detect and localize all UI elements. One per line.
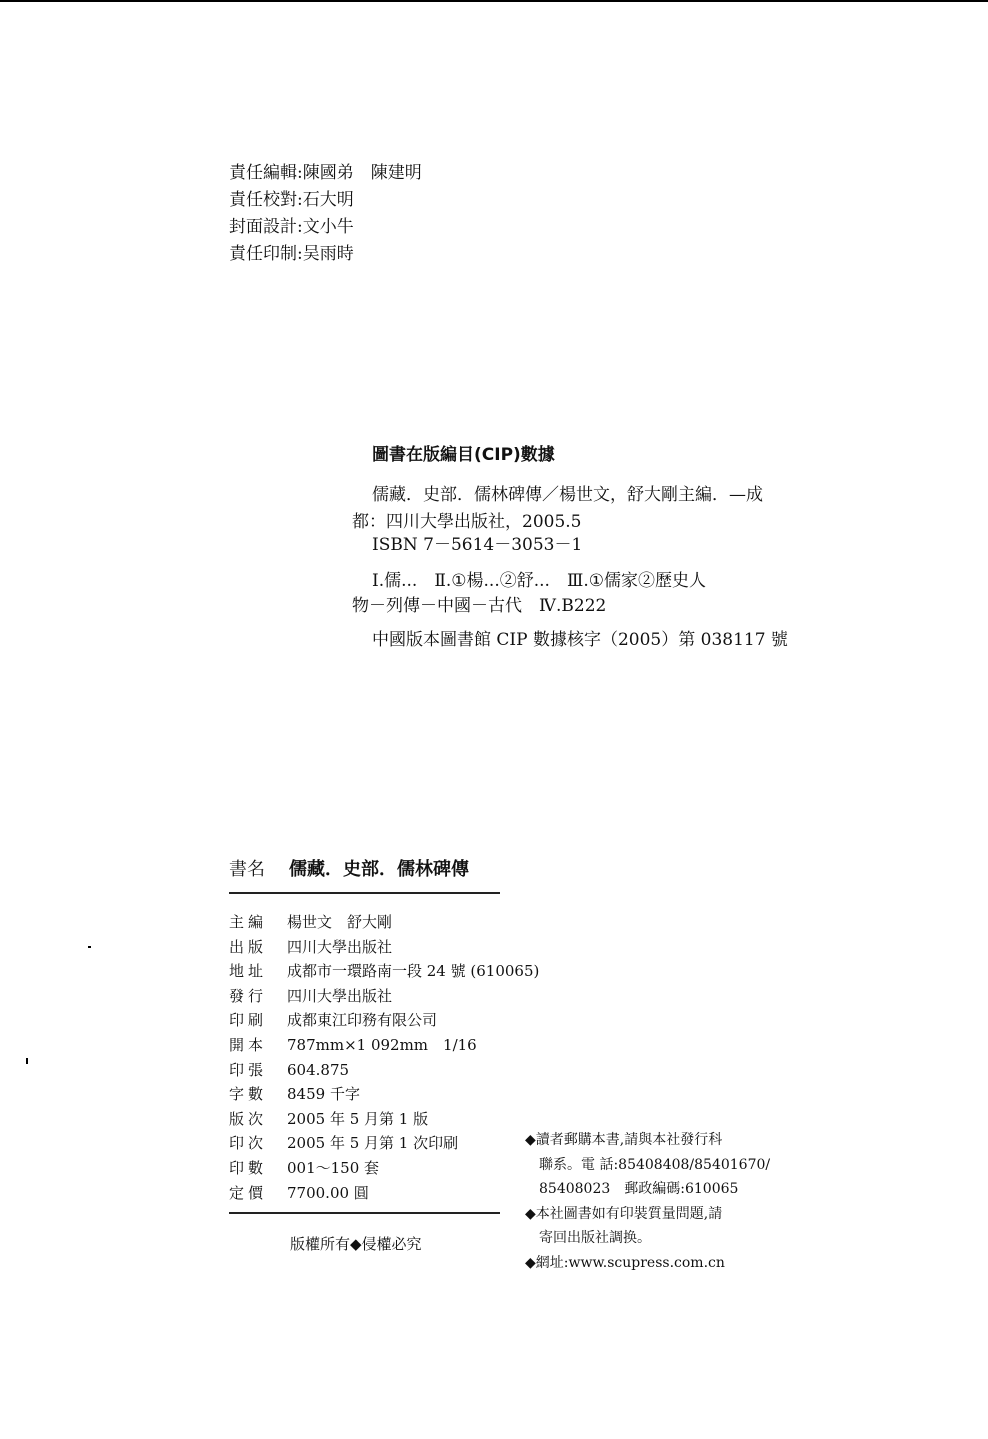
cip-line: 都：四川大學出版社，2005.5 [352, 512, 582, 532]
detail-row: 印刷 成都東江印務有限公司 [229, 1011, 438, 1030]
note-line: ◆網址:www.scupress.com.cn [525, 1254, 725, 1271]
credit-row: 責任校對:石大明 [229, 190, 354, 210]
book-title-row [229, 855, 469, 881]
cip-line: 儒藏．史部．儒林碑傳／楊世文，舒大剛主編．—成 [372, 485, 763, 505]
detail-row: 主編 楊世文 舒大剛 [229, 913, 393, 931]
cip-title: 圖書在版編目(CIP)數據 [372, 445, 555, 465]
detail-row: 印張 604.875 [229, 1060, 350, 1079]
scan-speck [88, 946, 91, 948]
detail-row: 版次 2005 年 5 月第 1 版 [229, 1109, 429, 1128]
publication-details [229, 910, 539, 1205]
note-line: 寄回出版社調换。 [525, 1230, 651, 1246]
detail-row: 出版 四川大學出版社 [229, 937, 393, 956]
note-line: ◆讀者郵購本書,請與本社發行科 [525, 1132, 723, 1148]
top-border-line [0, 0, 988, 2]
note-line: ◆本社圖書如有印裝質量問題,請 [525, 1205, 723, 1222]
cip-line: Ⅰ.儒... Ⅱ.①楊...②舒... Ⅲ.①儒家②歷史人 [372, 571, 706, 591]
cip-line: 中國版本圖書館 CIP 數據核字（2005）第 038117 號 [372, 630, 788, 650]
detail-row: 發行 四川大學出版社 [229, 986, 393, 1005]
detail-row: 印次 2005 年 5 月第 1 次印刷 [229, 1134, 459, 1153]
staff-credits [229, 160, 422, 268]
divider-line [229, 892, 500, 894]
scan-speck [26, 1058, 28, 1064]
credit-row: 封面設計:文小牛 [229, 217, 354, 237]
cip-line: 物－列傳－中國－古代 Ⅳ.B222 [352, 596, 607, 616]
note-line: 85408023 郵政編碼:610065 [525, 1181, 739, 1197]
reader-notes [525, 1128, 770, 1275]
detail-row: 地址 成都市一環路南一段 24 號 (610065) [229, 962, 540, 981]
detail-row: 定價 7700.00 圓 [229, 1183, 369, 1202]
cip-isbn: ISBN 7－5614－3053－1 [372, 535, 583, 555]
detail-row: 印數 001～150 套 [229, 1158, 380, 1177]
credit-row: 責任印制:吴雨時 [229, 244, 354, 264]
book-title: 儒藏．史部．儒林碑傳 [289, 859, 469, 880]
detail-row: 開本 787mm×1 092mm 1/16 [229, 1035, 477, 1054]
note-line: 聯系。電 話:85408408/85401670/ [525, 1156, 771, 1173]
copyright-notice: 版權所有◆侵權必究 [290, 1235, 422, 1253]
divider-line [229, 1212, 500, 1214]
credit-row: 責任編輯:陳國弟 陳建明 [229, 163, 422, 183]
book-title-label: 書名 [229, 859, 265, 880]
detail-row: 字數 8459 千字 [229, 1085, 360, 1104]
